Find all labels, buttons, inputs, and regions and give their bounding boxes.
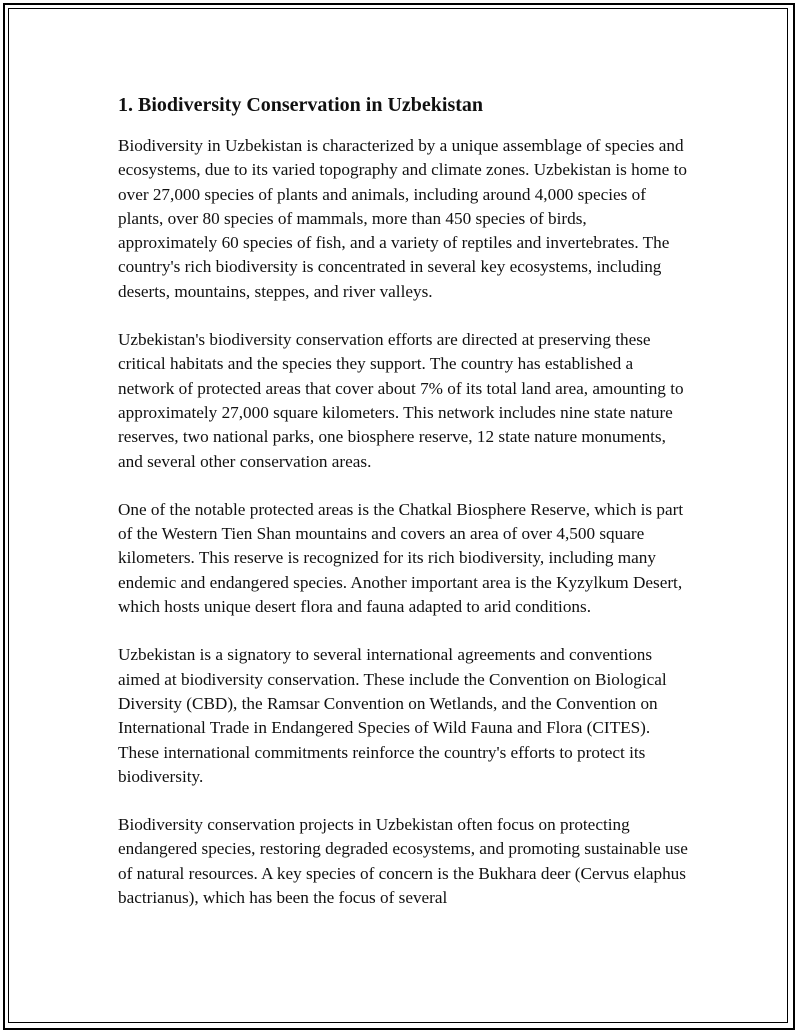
paragraph-species-overview: Biodiversity in Uzbekistan is characterized by a unique assemblage of species and ecosystems, due to its varied topography and climate zones. Uzbekistan is home to over 27,000 species of plants and animals, including around 4,000 species of plants, over 80 species of mammals, more than 450 species of birds, approximately 60 species of fish, and a variety of reptiles and invertebrates. The country's rich biodiversity is concentrated in several key ecosystems, including deserts, mountains, steppes, and river valleys. — [118, 136, 687, 301]
section-heading: 1. Biodiversity Conservation in Uzbekistan — [118, 94, 484, 116]
paragraph-chatkal-reserve: One of the notable protected areas is the Chatkal Biosphere Reserve, which is part of the Western Tien Shan mountains and covers an area of over 4,500 square kilometers. This reserve is recognized for its rich biodiversity, including many endemic and endangered species. Another important area is the Kyzylkum Desert, which hosts unique desert flora and fauna adapted to arid conditions. — [118, 499, 684, 617]
paragraph-protected-areas: Uzbekistan's biodiversity conservation efforts are directed at preserving these critical habitats and the species they support. The country has established a network of protected areas that cover about 7% of its total land area, amounting to approximately 27,000 square kilometers. This network includes nine state nature reserves, two national parks, one biosphere reserve, 12 state nature monuments, and several other conservation areas. — [118, 330, 684, 471]
paragraph-international-agreements: Uzbekistan is a signatory to several international agreements and conventions aimed at biodiversity conservation. These include the Convention on Biological Diversity (CBD), the Ramsar Convention on Wetlands, and the Convention on International Trade in Endangered Species of Wild Fauna and Flora (CITES). These international commitments reinforce the country's efforts to protect its biodiversity. — [118, 645, 667, 786]
paragraph-conservation-projects: Biodiversity conservation projects in Uzbekistan often focus on protecting endangered species, restoring degraded ecosystems, and promoting sustainable use of natural resources. A key species of concern is the Bukhara deer (Cervus elaphus bactrianus), which has been the focus of several — [118, 815, 688, 908]
document-body — [118, 92, 688, 934]
